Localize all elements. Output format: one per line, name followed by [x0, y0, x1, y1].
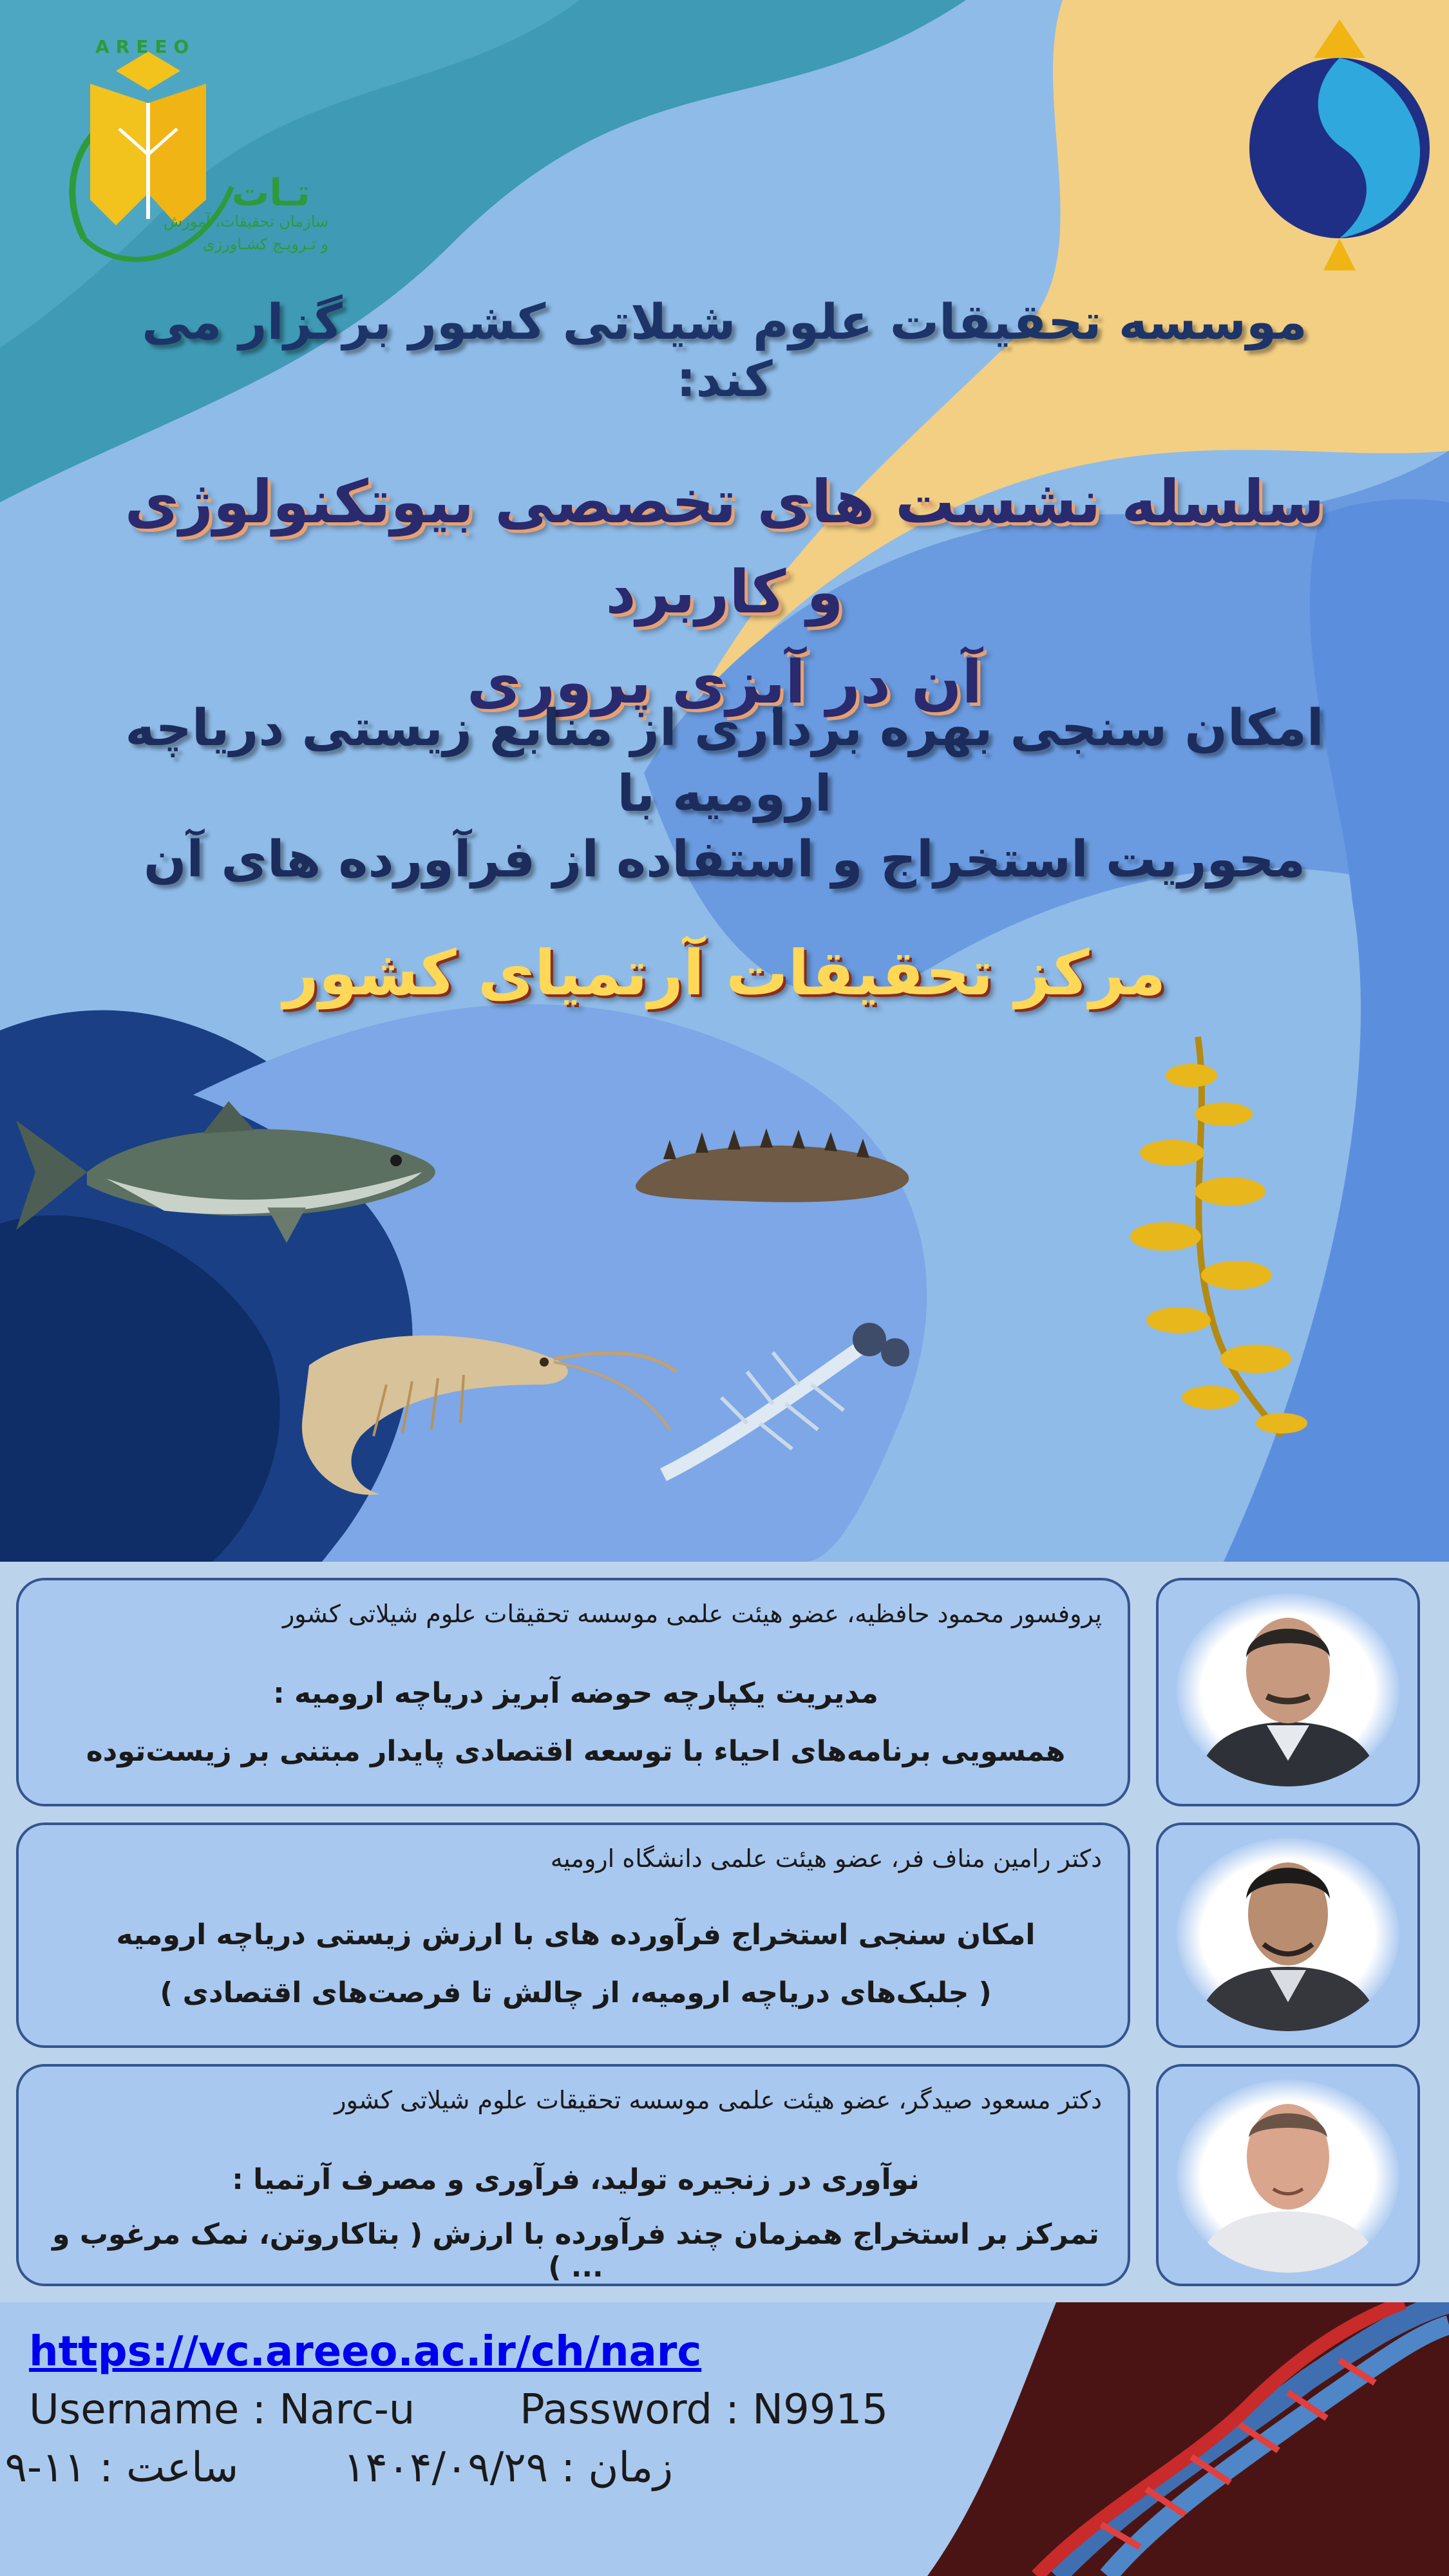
series-title-line-2: آن در آبزی پروری: [466, 648, 983, 717]
speaker-photo-frame: [1156, 1578, 1420, 1806]
talk-subtitle: تمرکز بر استخراج همزمان چند فرآورده با ارزش ( بتاکاروتن، نمک مرغوب و ... ): [52, 2218, 1099, 2284]
speaker-card: [16, 1823, 1130, 2048]
talk-title: مدیریت یکپارچه حوضه آبریز دریاچه ارومیه :: [273, 1677, 878, 1710]
water-drop-icon: [1236, 13, 1443, 270]
series-title-line-1: سلسله نشست های تخصصی بیوتکنولوژی و کاربرد: [124, 468, 1325, 627]
shrimp-illustration: [283, 1307, 683, 1507]
areeo-letters: AREEO: [95, 36, 196, 57]
dna-helix-image: [889, 2302, 1449, 2576]
areeo-name-line-1: سازمان تحقیقات، آموزش: [163, 213, 328, 231]
talk-subtitle: ( جلبک‌های دریاچه ارومیه، از چالش تا فرصت‌های اقتصادی ): [160, 1976, 992, 2009]
areeo-logo: [45, 32, 328, 277]
webinar-link[interactable]: https://vc.areeo.ac.ir/ch/narc: [29, 2328, 702, 2376]
trout-fish-illustration: [10, 1088, 448, 1256]
talk-title: نوآوری در زنجیره تولید، فرآوری و مصرف آرتمیا :: [232, 2163, 920, 2196]
speaker-name: دکتر مسعود صیدگر، عضو هیئت علمی موسسه تحقیقات علوم شیلاتی کشور: [334, 2086, 1102, 2114]
speaker-photo-frame: [1156, 2064, 1420, 2286]
speaker-name: پروفسور محمود حافظیه، عضو هیئت علمی موسسه تحقیقات علوم شیلاتی کشور: [282, 1600, 1102, 1628]
speaker-photo: [1177, 2079, 1399, 2273]
speaker-photo: [1177, 1838, 1399, 2031]
subject-title-line-2: محوریت استخراج و استفاده از فرآورده های آن: [143, 831, 1306, 889]
fisheries-institute-logo: [1236, 13, 1443, 270]
sea-cucumber-illustration: [625, 1121, 921, 1217]
speaker-photo: [1177, 1593, 1399, 1786]
series-title: [97, 457, 1352, 728]
speaker-card: [16, 1578, 1130, 1806]
artemia-illustration: [650, 1301, 940, 1481]
host-center: مرکز تحقیقات آرتمیای کشور: [283, 937, 1166, 1009]
speaker-photo-frame: [1156, 1823, 1420, 2048]
login-credentials: Username : Narc-u Password : N9915: [29, 2386, 889, 2434]
algae-illustration: [1114, 1024, 1327, 1449]
talk-subtitle: همسویی برنامه‌های احیاء با توسعه اقتصادی پایدار مبتنی بر زیست‌توده: [86, 1735, 1066, 1768]
subject-title: [97, 696, 1352, 893]
organizer-line: موسسه تحقیقات علوم شیلاتی کشور برگزار می کند:: [142, 293, 1307, 408]
areeo-name-line-2: و تـرویـج کشـاورزی: [202, 235, 328, 253]
speaker-name: دکتر رامین مناف فر، عضو هیئت علمی دانشگاه ارومیه: [550, 1844, 1102, 1873]
areeo-short-name: تـات: [232, 171, 310, 214]
event-date-time: زمان : ۱۴۰۴/۰۹/۲۹ ساعت : ۱۱-۹: [5, 2444, 673, 2492]
talk-title: امکان سنجی استخراج فرآورده های با ارزش زیستی دریاچه ارومیه: [116, 1918, 1036, 1951]
speaker-card: [16, 2064, 1130, 2286]
subject-title-line-1: امکان سنجی بهره برداری از منابع زیستی دریاچه ارومیه با: [125, 699, 1324, 823]
